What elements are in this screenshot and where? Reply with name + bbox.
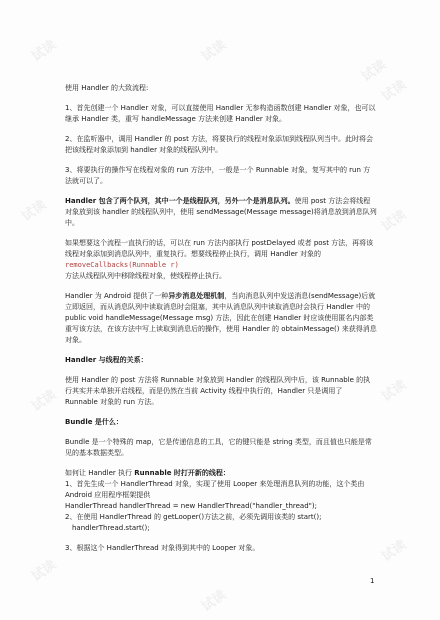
watermark-mark: 试读 [379, 537, 410, 565]
async-text-2: ，当向消息队列中发送消息(sendMessage)后就立即返回，而从消息队列中读取消息时会阻塞，其中从消息队列中读取消息时会执行 Handler 中的 public void handleMessage(Message msg) 方法，因此在创建 Handler 时应该使用匿名内部类重写该方法，在该方法中写上读取到消息后的操作，使用 Handler 的 obtainMessage() 来获得消息对象。 [65, 292, 377, 344]
async-paragraph [65, 291, 377, 346]
watermark-mark: 试读 [199, 37, 230, 65]
queues-bold-text: Handler 包含了两个队列，其中一个是线程队列，另外一个是消息队列。 [65, 197, 295, 205]
remove-callbacks-code: removeCallbacks(Runnable r) [65, 261, 179, 269]
loop-text-2: 方法从线程队列中移除线程对象，使线程停止执行。 [65, 272, 226, 280]
new-thread-code-1: HandlerThread handlerThread = new HandlerThread("handler_thread"); [65, 502, 317, 510]
loop-paragraph [65, 238, 377, 282]
queues-text: 使用 post 方法会将线程对象放到该 handler 的线程队列中，使用 sendMessage(Message message)将消息放到消息队列中。 [65, 197, 377, 227]
watermark-mark: 试读 [359, 57, 390, 85]
watermark-mark: 试读 [199, 587, 230, 615]
new-thread-step-1: 1、首先生成一个 HandlerThread 对象，实现了使用 Looper 来处理消息队列的功能，这个类由 Android 应用程序框架提供 [65, 480, 365, 499]
new-thread-heading-text: 如何让 Handler 执行 [65, 469, 135, 477]
async-bold-text: 异步消息处理机制 [168, 292, 225, 300]
watermark-mark: 试读 [29, 387, 60, 415]
relation-paragraph: 使用 Handler 的 post 方法将 Runnable 对象放到 Handler 的线程队列中后，该 Runnable 的执行其实并未单独开启线程，而是仍然在当前 Activity 线程中执行的，Handler 只是调用了 Runnable 对象的 run 方法。 [65, 376, 371, 406]
new-thread-code-2: handlerThread.start(); [72, 524, 150, 532]
bundle-paragraph: Bundle 是一个特殊的 map，它是传递信息的工具，它的键只能是 string 类型，而且值也只能是常见的基本数据类型。 [65, 438, 372, 457]
loop-text-1: 如果想要这个流程一直执行的话，可以在 run 方法内部执行 postDelayed 或者 post 方法，再将该线程对象添加到消息队列中，重复执行。想要线程停止执行，调用 Handler 对象的 [65, 239, 374, 258]
bundle-heading: Bundle 是什么： [65, 418, 123, 426]
watermark-mark: 试读 [29, 37, 60, 65]
step-1-paragraph: 1、首先创建一个 Handler 对象，可以直接使用 Handler 无参构造函数创建 Handler 对象，也可以继承 Handler 类，重写 handleMessage 方法来创建 Handler 对象。 [65, 104, 376, 123]
new-thread-step-2: 2、在使用 HandlerThread 的 getLooper()方法之前，必须先调用该类的 start(); [65, 513, 322, 521]
watermark-mark: 试读 [19, 197, 50, 225]
doc-title: 使用 Handler 的大致流程: [65, 84, 149, 92]
watermark-mark: 试读 [379, 77, 410, 105]
watermark-mark: 试读 [379, 377, 410, 405]
async-text-1: Handler 为 Android 提供了一种 [65, 292, 169, 300]
step-2-paragraph: 2、在监听器中，调用 Handler 的 post 方法，将要执行的线程对象添加到线程队列当中。此时将会把该线程对象添加到 handler 对象的线程队列中。 [65, 135, 374, 154]
watermark-mark: 试读 [29, 557, 60, 585]
relation-heading: Handler 与线程的关系： [65, 356, 148, 364]
step-3-paragraph: 3、将要执行的操作写在线程对象的 run 方法中，一般是一个 Runnable 对象，复写其中的 run 方法就可以了。 [65, 166, 371, 185]
new-thread-heading-bold: Runnable 时打开新的线程： [134, 469, 230, 477]
document-body [65, 83, 377, 554]
queues-paragraph [65, 196, 377, 229]
page-number: 1 [370, 577, 375, 585]
new-thread-heading [65, 468, 377, 479]
watermark-mark: 试读 [379, 207, 410, 235]
new-thread-step-3: 3、根据这个 HandlerThread 对象得到其中的 Looper 对象。 [65, 544, 260, 552]
